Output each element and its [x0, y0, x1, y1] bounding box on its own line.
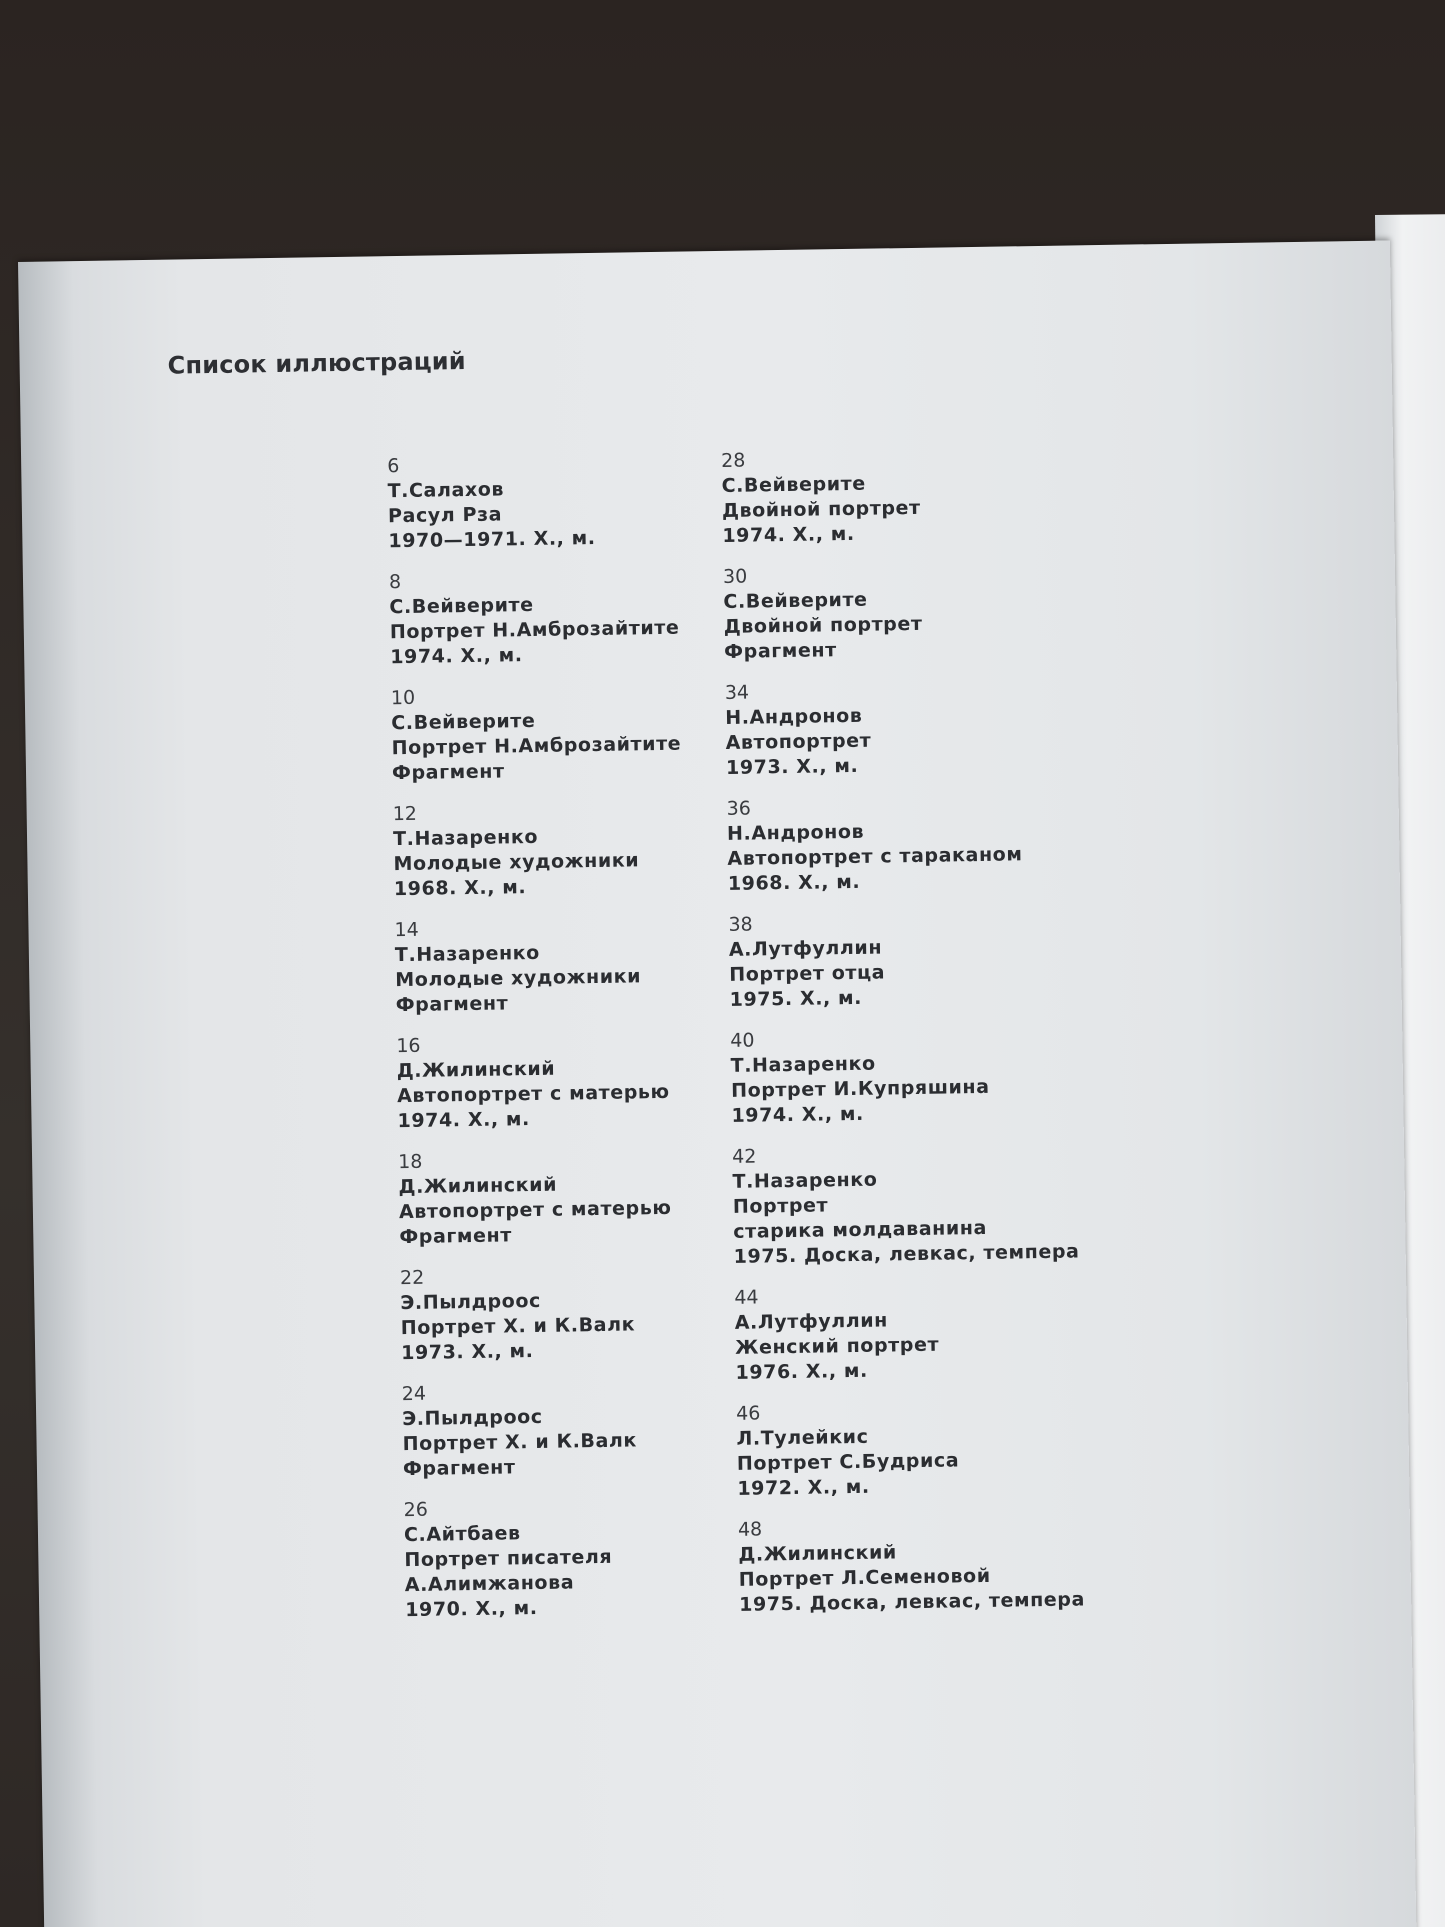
entry-title: Молодые художники — [393, 849, 640, 876]
entry-details: 1973. Х., м. — [725, 754, 859, 779]
entry-author: Т.Назаренко — [392, 825, 539, 851]
entry-author: Т.Назаренко — [730, 1052, 876, 1077]
entry-author: С.Вейверите — [389, 593, 534, 619]
entry-details: 1974. Х., м. — [397, 1108, 531, 1133]
entry-details: 1975. Доска, левкас, темпера — [733, 1240, 1080, 1268]
illustration-entry — [736, 1396, 1098, 1518]
entry-details: Фрагмент — [395, 992, 509, 1017]
entry-page-number: 30 — [722, 565, 748, 588]
entry-page-number: 48 — [737, 1518, 763, 1541]
entry-author: Д.Жилинский — [738, 1541, 898, 1566]
entry-author: Т.Салахов — [387, 478, 505, 503]
entry-details: 1974. Х., м. — [390, 644, 523, 669]
left-column — [387, 449, 766, 1640]
entry-details: 1975. Доска, левкас, темпера — [739, 1588, 1086, 1616]
entry-title-continued: А.Алимжанова — [404, 1571, 575, 1597]
entry-author: С.Вейверите — [723, 588, 868, 613]
entry-details: 1970. Х., м. — [405, 1597, 538, 1622]
entry-author: А.Лутфуллин — [728, 936, 883, 961]
page-title: Список иллюстраций — [167, 346, 467, 380]
entry-title: Женский портрет — [734, 1333, 940, 1359]
entry-page-number: 18 — [398, 1150, 423, 1174]
entry-page-number: 36 — [726, 797, 752, 820]
entry-author: Д.Жилинский — [396, 1057, 556, 1083]
book-page — [18, 240, 1417, 1927]
illustration-entry — [396, 1029, 758, 1151]
entry-author: Л.Тулейкис — [736, 1425, 869, 1450]
entry-page-number: 24 — [401, 1382, 427, 1406]
entry-title: Портрет Х. и К.Валк — [400, 1313, 636, 1340]
entry-title: Двойной портрет — [723, 612, 923, 638]
entry-page-number: 16 — [396, 1034, 421, 1058]
entry-title: Портрет И.Купряшина — [730, 1075, 990, 1102]
entry-title: Автопортрет с матерью — [396, 1080, 670, 1108]
entry-title: Портрет — [732, 1194, 829, 1218]
entry-page-number: 10 — [390, 686, 416, 710]
entry-details: 1968. Х., м. — [727, 870, 861, 895]
entry-details: 1968. Х., м. — [393, 876, 527, 901]
illustration-entry — [732, 1139, 1094, 1286]
entry-page-number: 46 — [736, 1402, 761, 1425]
entry-title: Автопортрет — [725, 729, 872, 754]
illustration-entry — [403, 1492, 765, 1639]
entry-title: Расул Рза — [387, 503, 503, 528]
entry-author: С.Вейверите — [721, 472, 866, 497]
entry-title: Автопортрет с тараканом — [727, 843, 1023, 870]
entry-author: Т.Назаренко — [732, 1168, 878, 1193]
illustration-entry — [394, 913, 756, 1035]
illustration-entry — [725, 675, 1087, 797]
entry-author: Н.Андронов — [725, 704, 863, 729]
entry-author: Д.Жилинский — [398, 1173, 558, 1199]
entry-details: 1973. Х., м. — [401, 1340, 534, 1365]
entry-page-number: 8 — [388, 571, 402, 594]
illustration-entry — [723, 559, 1085, 681]
illustration-entry — [400, 1260, 762, 1382]
entry-author: Т.Назаренко — [394, 941, 541, 967]
illustration-entry — [398, 1144, 760, 1266]
entry-page-number: 12 — [392, 802, 418, 826]
entry-page-number: 6 — [387, 455, 400, 478]
illustration-entry — [734, 1280, 1096, 1402]
entry-author: Э.Пылдроос — [402, 1405, 543, 1431]
entry-page-number: 14 — [394, 918, 419, 942]
entry-page-number: 34 — [724, 681, 750, 704]
illustration-entry — [721, 443, 1083, 565]
illustration-entry — [387, 449, 749, 571]
illustration-entry — [726, 791, 1088, 913]
entry-author: С.Вейверите — [391, 709, 536, 735]
entry-details: 1974. Х., м. — [731, 1102, 865, 1127]
entry-title: Портрет Н.Амброзайтите — [391, 732, 682, 760]
entry-details: 1970—1971. Х., м. — [388, 526, 596, 553]
entry-page-number: 44 — [734, 1286, 759, 1309]
illustration-entry — [393, 797, 755, 919]
entry-title: Двойной портрет — [721, 496, 921, 522]
entry-details: 1972. Х., м. — [737, 1475, 870, 1500]
entry-details: Фрагмент — [399, 1224, 513, 1249]
entry-title: Портрет Н.Амброзайтите — [389, 616, 680, 644]
illustration-entry — [402, 1376, 764, 1498]
entry-title: Портрет Л.Семеновой — [738, 1564, 991, 1591]
entry-page-number: 38 — [728, 913, 753, 936]
entry-page-number: 42 — [731, 1145, 757, 1168]
entry-details: 1974. Х., м. — [722, 522, 855, 547]
entry-details: Фрагмент — [402, 1456, 516, 1481]
entry-author: А.Лутфуллин — [734, 1309, 889, 1334]
entry-author: Э.Пылдроос — [400, 1289, 542, 1315]
entry-page-number: 40 — [730, 1029, 755, 1052]
illustration-entry — [738, 1512, 1100, 1634]
illustration-entry — [730, 1023, 1092, 1145]
entry-details: Фрагмент — [724, 639, 837, 663]
entry-page-number: 26 — [403, 1498, 429, 1522]
entry-author: С.Айтбаев — [403, 1522, 521, 1547]
entry-title: Молодые художники — [395, 965, 642, 992]
entry-title: Портрет Х. и К.Валк — [402, 1429, 638, 1456]
illustration-entry — [389, 565, 751, 687]
right-column — [721, 443, 1100, 1634]
entry-title: Портрет отца — [729, 961, 886, 986]
entry-details: Фрагмент — [391, 760, 505, 785]
entry-title: Портрет С.Будриса — [736, 1449, 960, 1475]
illustration-entry — [728, 907, 1090, 1029]
entry-title-continued: старика молдаванина — [733, 1216, 988, 1243]
illustration-entry — [391, 681, 753, 803]
entry-details: 1975. Х., м. — [729, 986, 863, 1011]
entry-page-number: 28 — [721, 449, 746, 472]
entry-title: Автопортрет с матерью — [398, 1196, 672, 1224]
entry-author: Н.Андронов — [726, 820, 865, 845]
entry-details: 1976. Х., м. — [735, 1359, 869, 1384]
entry-title: Портрет писателя — [404, 1545, 613, 1572]
entry-page-number: 22 — [399, 1266, 425, 1290]
